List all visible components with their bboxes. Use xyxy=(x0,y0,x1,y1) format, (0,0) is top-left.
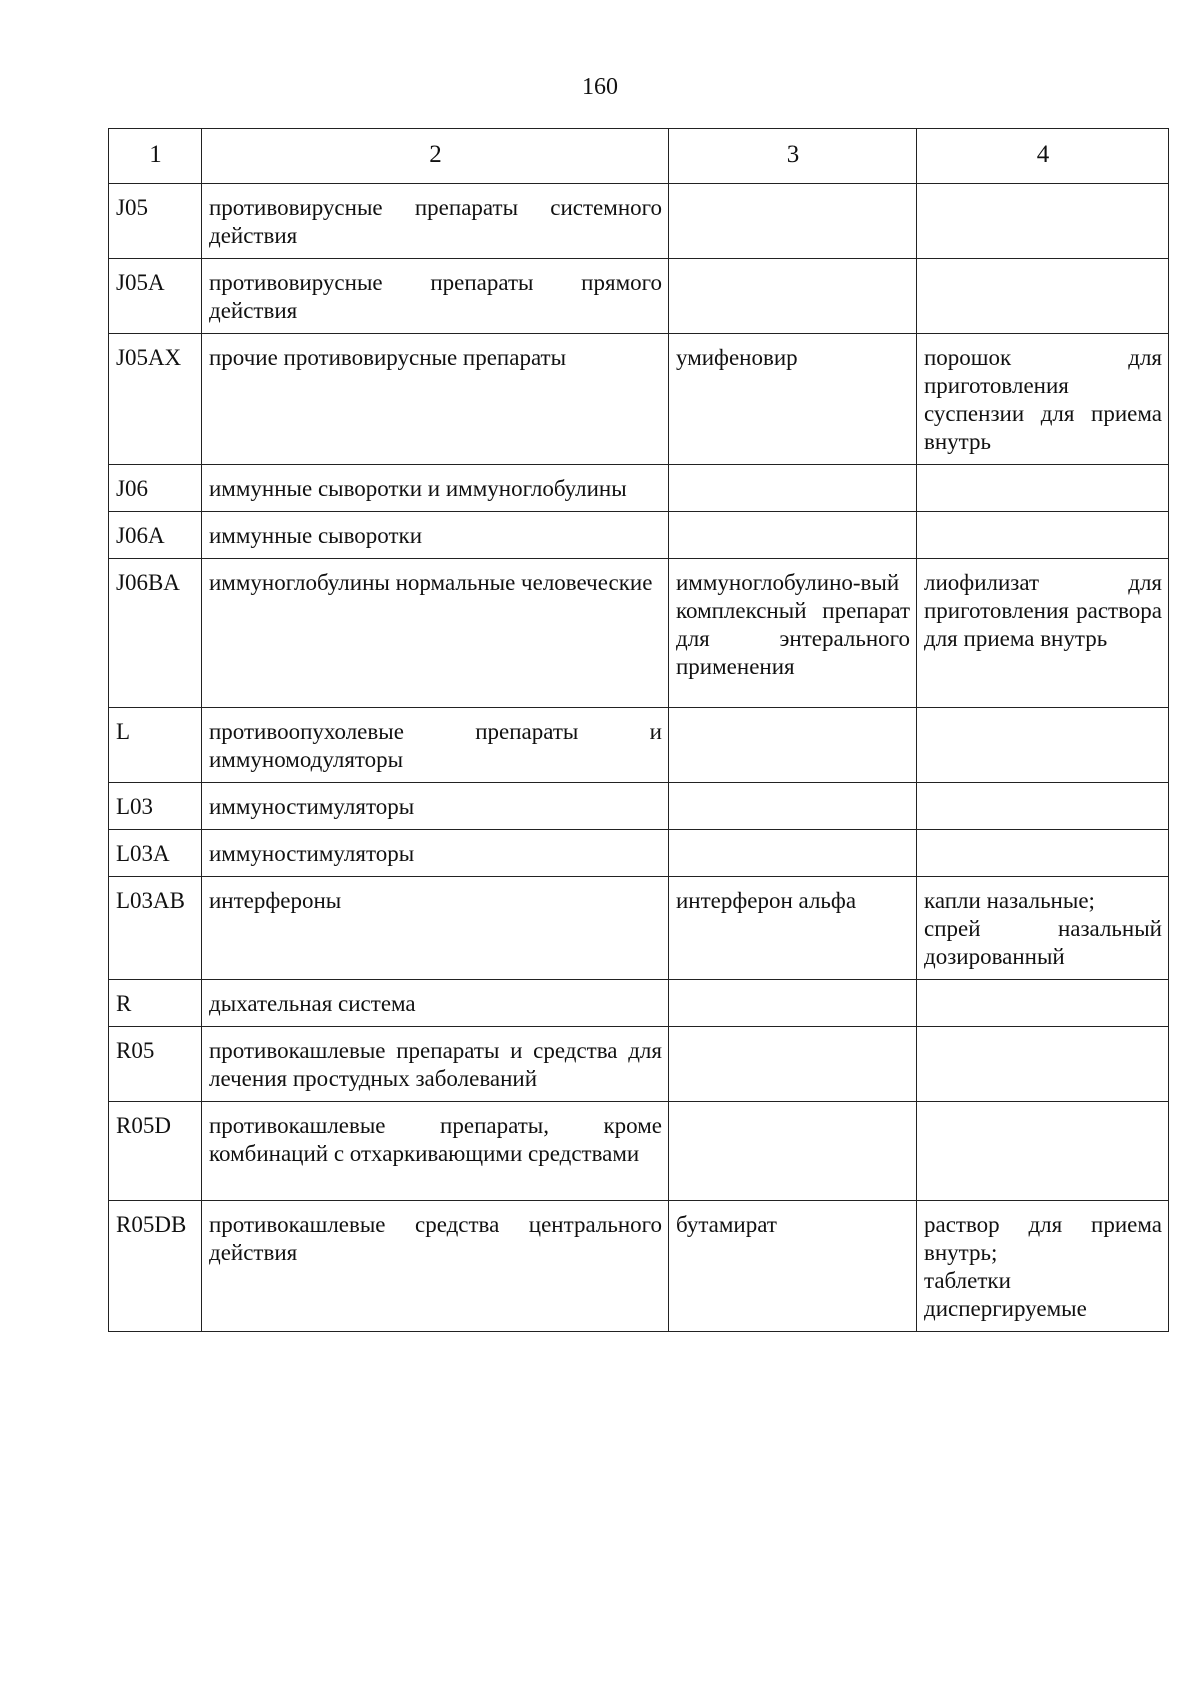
row-dosage-form xyxy=(917,1027,1169,1102)
page-number: 160 xyxy=(582,74,618,100)
row-code: J06BA xyxy=(109,559,202,708)
row-code: L03A xyxy=(109,830,202,877)
row-group-name: иммуностимуляторы xyxy=(202,783,669,830)
row-code: R05DB xyxy=(109,1201,202,1332)
row-code: J06 xyxy=(109,465,202,512)
table-row xyxy=(109,830,1169,877)
table-row xyxy=(109,334,1169,465)
column-header: 3 xyxy=(669,129,917,184)
row-group-name: иммуностимуляторы xyxy=(202,830,669,877)
table-row xyxy=(109,1102,1169,1201)
row-group-name: противоопухолевые препараты и иммуномодуляторы xyxy=(202,708,669,783)
row-drug-name xyxy=(669,830,917,877)
column-header: 4 xyxy=(917,129,1169,184)
row-dosage-form xyxy=(917,1102,1169,1201)
row-code: R05D xyxy=(109,1102,202,1201)
row-dosage-form xyxy=(917,980,1169,1027)
row-dosage-form xyxy=(917,465,1169,512)
row-dosage-form: лиофилизат для приготовления раствора для приема внутрь xyxy=(917,559,1169,708)
row-group-name: противовирусные препараты прямого действия xyxy=(202,259,669,334)
row-dosage-form xyxy=(917,512,1169,559)
table-row xyxy=(109,465,1169,512)
table-row xyxy=(109,559,1169,708)
row-code: L03AB xyxy=(109,877,202,980)
row-group-name: дыхательная система xyxy=(202,980,669,1027)
table-header-row xyxy=(109,129,1169,184)
table-row xyxy=(109,708,1169,783)
row-group-name: противокашлевые средства центрального действия xyxy=(202,1201,669,1332)
row-dosage-form: капли назальные; спрей назальный дозированный xyxy=(917,877,1169,980)
row-dosage-form xyxy=(917,830,1169,877)
column-header: 1 xyxy=(109,129,202,184)
row-drug-name xyxy=(669,465,917,512)
row-code: L xyxy=(109,708,202,783)
row-drug-name xyxy=(669,512,917,559)
row-group-name: противокашлевые препараты, кроме комбинаций с отхаркивающими средствами xyxy=(202,1102,669,1201)
row-code: J05A xyxy=(109,259,202,334)
row-dosage-form xyxy=(917,783,1169,830)
row-dosage-form: раствор для приема внутрь; таблетки диспергируемые xyxy=(917,1201,1169,1332)
drug-classification-table xyxy=(108,128,1169,1332)
row-code: R xyxy=(109,980,202,1027)
row-drug-name xyxy=(669,1102,917,1201)
row-drug-name xyxy=(669,708,917,783)
row-code: J06A xyxy=(109,512,202,559)
table-row xyxy=(109,1201,1169,1332)
row-group-name: иммунные сыворотки и иммуноглобулины xyxy=(202,465,669,512)
row-group-name: иммунные сыворотки xyxy=(202,512,669,559)
row-drug-name xyxy=(669,259,917,334)
row-dosage-form xyxy=(917,708,1169,783)
row-group-name: противовирусные препараты системного действия xyxy=(202,184,669,259)
table-row xyxy=(109,980,1169,1027)
row-drug-name xyxy=(669,980,917,1027)
row-group-name: иммуноглобулины нормальные человеческие xyxy=(202,559,669,708)
row-dosage-form xyxy=(917,184,1169,259)
row-drug-name xyxy=(669,783,917,830)
table-row xyxy=(109,184,1169,259)
row-code: R05 xyxy=(109,1027,202,1102)
row-group-name: прочие противовирусные препараты xyxy=(202,334,669,465)
row-dosage-form: порошок для приготовления суспензии для приема внутрь xyxy=(917,334,1169,465)
table-row xyxy=(109,512,1169,559)
row-drug-name: умифеновир xyxy=(669,334,917,465)
table-row xyxy=(109,783,1169,830)
row-drug-name: интерферон альфа xyxy=(669,877,917,980)
column-header: 2 xyxy=(202,129,669,184)
row-drug-name xyxy=(669,1027,917,1102)
row-drug-name: иммуноглобулино-вый комплексный препарат для энтерального применения xyxy=(669,559,917,708)
row-drug-name: бутамират xyxy=(669,1201,917,1332)
row-code: L03 xyxy=(109,783,202,830)
table-row xyxy=(109,877,1169,980)
table-row xyxy=(109,259,1169,334)
row-drug-name xyxy=(669,184,917,259)
row-code: J05 xyxy=(109,184,202,259)
row-group-name: интерфероны xyxy=(202,877,669,980)
table-row xyxy=(109,1027,1169,1102)
row-dosage-form xyxy=(917,259,1169,334)
row-group-name: противокашлевые препараты и средства для лечения простудных заболеваний xyxy=(202,1027,669,1102)
row-code: J05AX xyxy=(109,334,202,465)
